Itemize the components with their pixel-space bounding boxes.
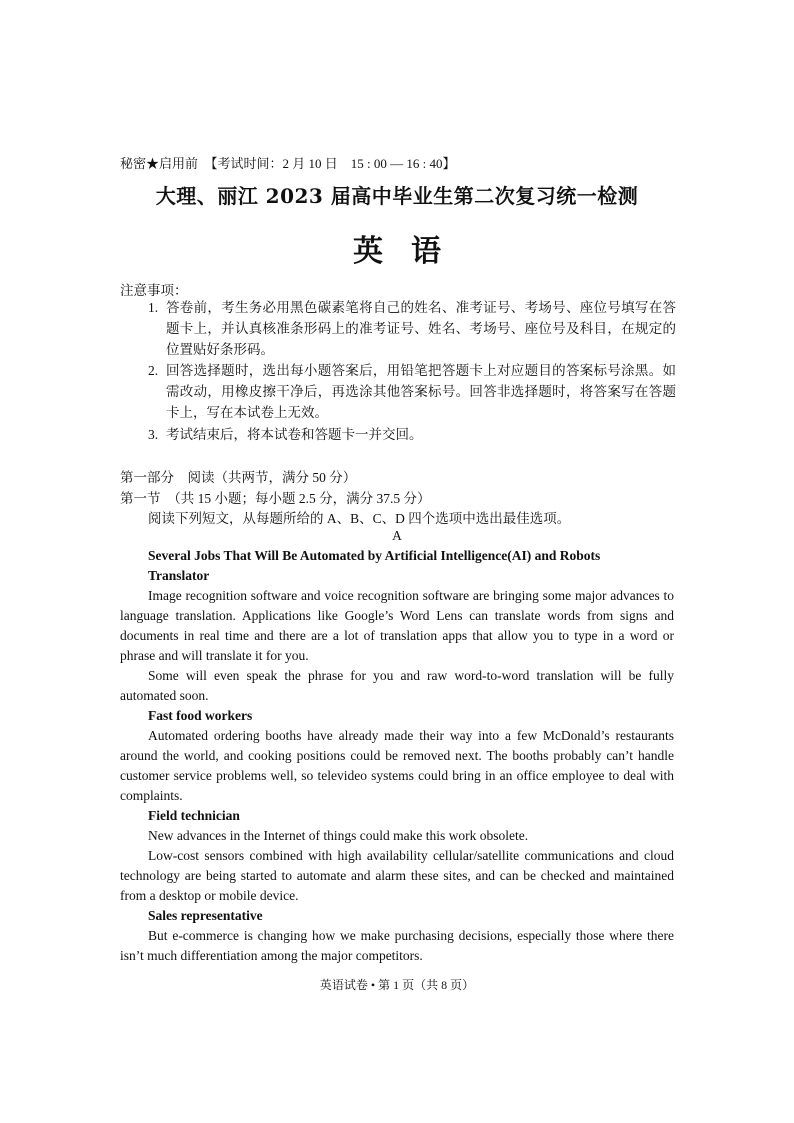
exam-title: 大理、丽江 2023 届高中毕业生第二次复习统一检测 bbox=[155, 184, 639, 208]
note-number: 2. bbox=[148, 363, 159, 378]
passage-title: Several Jobs That Will Be Automated by Artificial Intelligence(AI) and Robots bbox=[148, 548, 601, 563]
note-number: 1. bbox=[148, 300, 159, 315]
notes-heading: 注意事项： bbox=[120, 283, 188, 298]
paragraph: New advances in the Internet of things could make this work obsolete. bbox=[148, 828, 529, 843]
subheading-fast-food: Fast food workers bbox=[148, 708, 253, 723]
subheading-field-technician: Field technician bbox=[148, 808, 240, 823]
instruction-text: 阅读下列短文，从每题所给的 A、B、C、D 四个选项中选出最佳选项。 bbox=[148, 511, 571, 526]
subheading-translator: Translator bbox=[148, 568, 210, 583]
note-text: 答卷前，考生务必用黑色碳素笔将自己的姓名、准考证号、考场号、座位号填写在答题卡上，并认真核准条形码上的准考证号、姓名、考场号、座位号及科目，在规定的位置贴好条形码。 bbox=[166, 300, 676, 357]
note-text: 回答选择题时，选出每小题答案后，用铅笔把答题卡上对应题目的答案标号涂黑。如需改动，用橡皮擦干净后，再选涂其他答案标号。回答非选择题时，将答案写在答题卡上，写在本试卷上无效。 bbox=[166, 363, 676, 420]
note-number: 3. bbox=[148, 427, 159, 442]
section-heading: 第一节 （共 15 小题；每小题 2.5 分，满分 37.5 分） bbox=[120, 491, 431, 506]
note-item bbox=[148, 360, 676, 423]
note-text: 考试结束后，将本试卷和答题卡一并交回。 bbox=[166, 427, 423, 442]
confidential-exam-time: 秘密★启用前 【考试时间：2 月 10 日 15 : 00 — 16 : 40】 bbox=[120, 156, 456, 171]
paragraph: Some will even speak the phrase for you and raw word-to-word translation will be fully automated soon. bbox=[120, 668, 674, 704]
paragraph: Low-cost sensors combined with high availability cellular/satellite communications and cloud technology are being started to automate and alarm these sites, and can be checked and maintained from a desktop or mobile device. bbox=[120, 848, 674, 904]
paragraph: But e-commerce is changing how we make purchasing decisions, especially those where there isn’t much differentiation among the major competitors. bbox=[120, 928, 674, 964]
passage-letter: A bbox=[392, 528, 402, 543]
note-item bbox=[148, 424, 676, 445]
page-footer: 英语试卷 • 第 1 页（共 8 页） bbox=[319, 978, 475, 992]
part-heading: 第一部分 阅读（共两节，满分 50 分） bbox=[120, 470, 357, 485]
subject-title: 英语 bbox=[353, 234, 469, 269]
note-item bbox=[148, 297, 676, 360]
subheading-sales: Sales representative bbox=[148, 908, 263, 923]
paragraph: Automated ordering booths have already made their way into a few McDonald’s restaurants around the world, and cooking positions could be removed next. The booths probably can’t handle customer service problems well, so televideo systems could bring in an office employee to deal with complaints. bbox=[120, 728, 674, 804]
paragraph: Image recognition software and voice recognition software are bringing some major advances to language translation. Applications like Google’s Word Lens can translate words from signs and documents in real time and there are a lot of translation apps that allow you to type in a word or phrase and will translate it for you. bbox=[120, 588, 674, 664]
